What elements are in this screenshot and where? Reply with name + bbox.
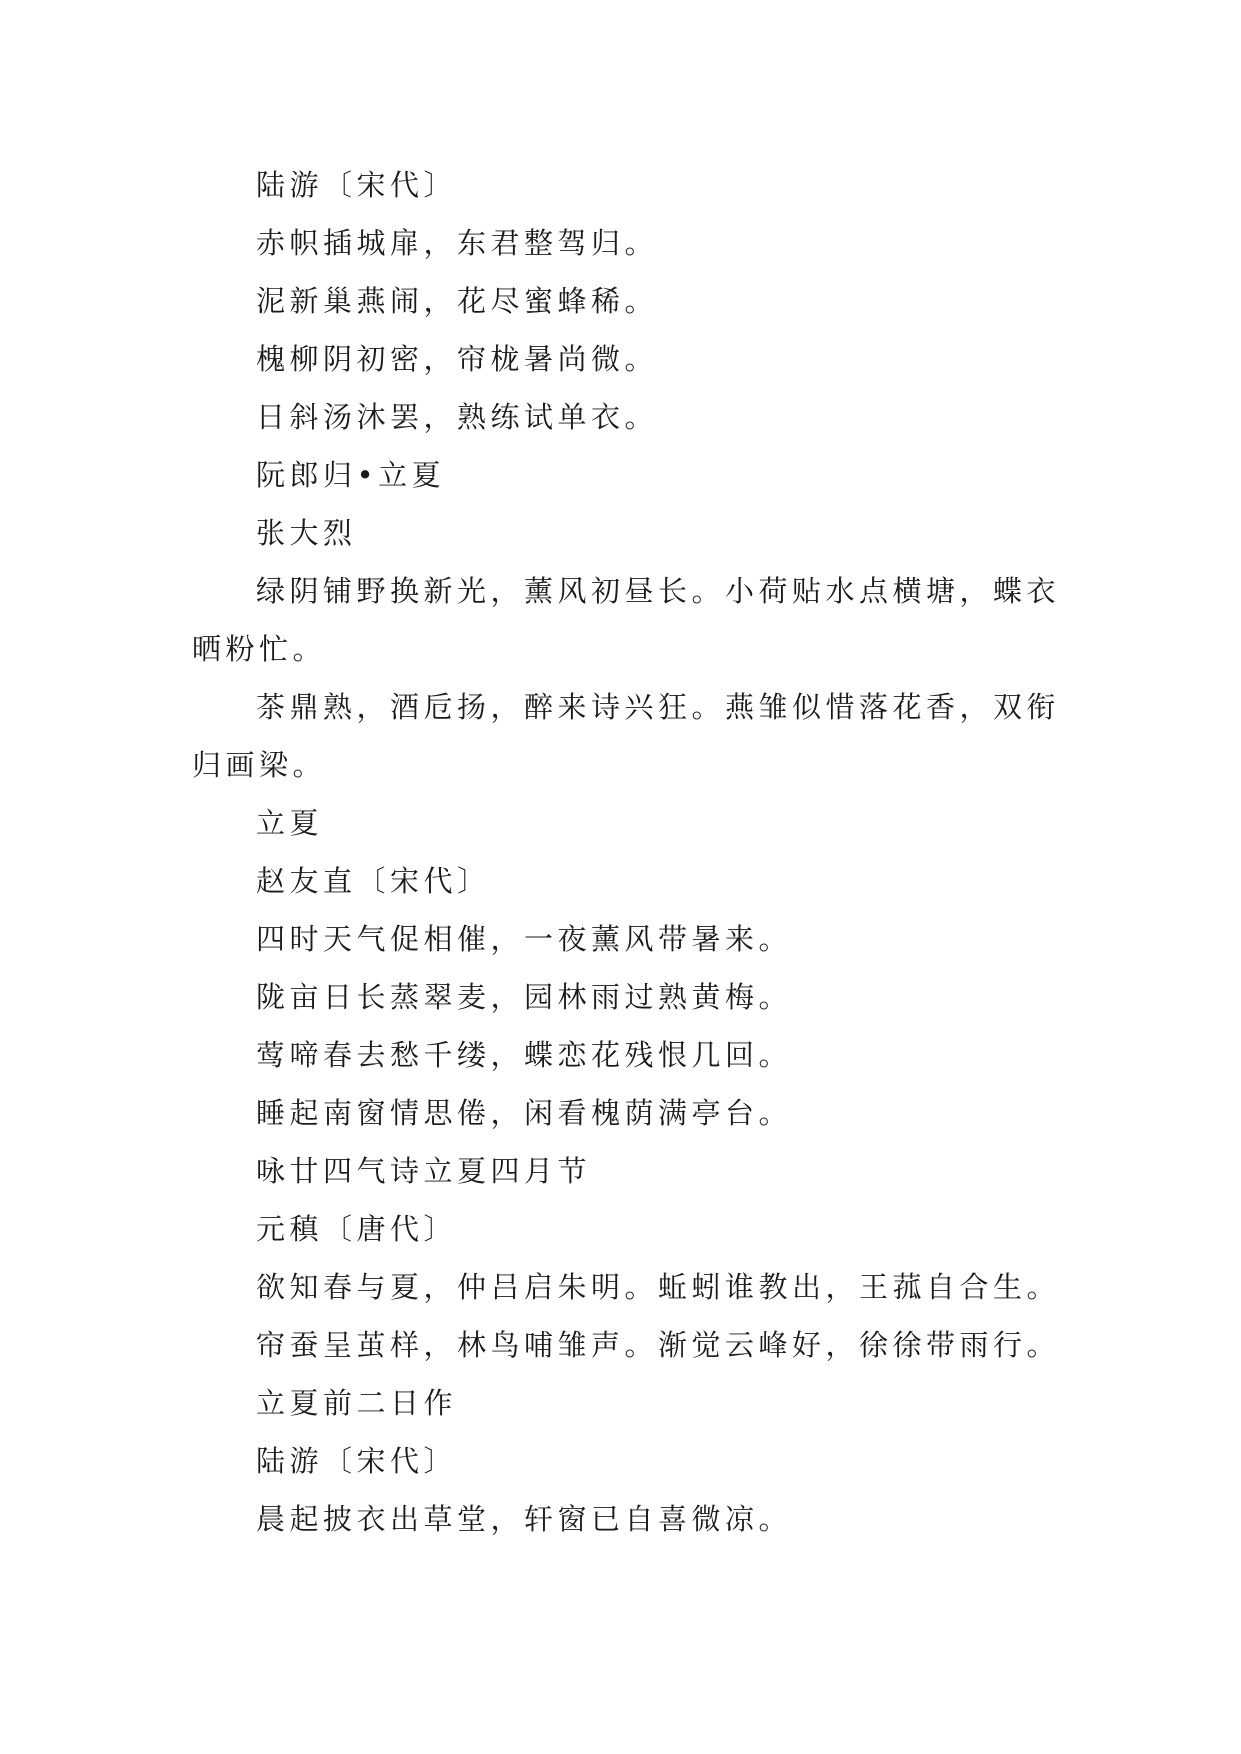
verse-paragraph: 茶鼎熟，酒卮扬，醉来诗兴狂。燕雏似惜落花香，双衔归画梁。	[192, 690, 1061, 782]
verse-paragraph: 绿阴铺野换新光，薰风初昼长。小荷贴水点横塘，蝶衣晒粉忙。	[192, 574, 1061, 666]
verse-line: 晨起披衣出草堂，轩窗已自喜微凉。	[256, 1502, 793, 1536]
verse-line: 莺啼春去愁千缕，蝶恋花残恨几回。	[256, 1038, 793, 1072]
poem-title: 立夏	[256, 806, 324, 840]
author-line: 陆游〔宋代〕	[256, 1444, 458, 1478]
poem-title: 立夏前二日作	[256, 1386, 458, 1420]
author-line: 张大烈	[256, 516, 357, 550]
author-line: 元稹〔唐代〕	[256, 1212, 458, 1246]
verse-line: 赤帜插城扉，东君整驾归。	[256, 226, 659, 260]
poem-title: 咏廿四气诗立夏四月节	[256, 1154, 592, 1188]
verse-line: 欲知春与夏，仲吕启朱明。蚯蚓谁教出，王菰自合生。	[256, 1270, 1061, 1304]
verse-line: 槐柳阴初密，帘栊暑尚微。	[256, 342, 659, 376]
verse-line: 四时天气促相催，一夜薰风带暑来。	[256, 922, 793, 956]
verse-line: 帘蚕呈茧样，林鸟哺雏声。渐觉云峰好，徐徐带雨行。	[256, 1328, 1061, 1362]
verse-line: 日斜汤沐罢，熟练试单衣。	[256, 400, 659, 434]
verse-line: 睡起南窗情思倦，闲看槐荫满亭台。	[256, 1096, 793, 1130]
author-line: 陆游〔宋代〕	[256, 168, 458, 202]
verse-line: 陇亩日长蒸翠麦，园林雨过熟黄梅。	[256, 980, 793, 1014]
verse-line: 泥新巢燕闹，花尽蜜蜂稀。	[256, 284, 659, 318]
author-line: 赵友直〔宋代〕	[256, 864, 491, 898]
poem-title: 阮郎归•立夏	[256, 458, 446, 492]
poem-text-body	[192, 156, 1072, 1548]
